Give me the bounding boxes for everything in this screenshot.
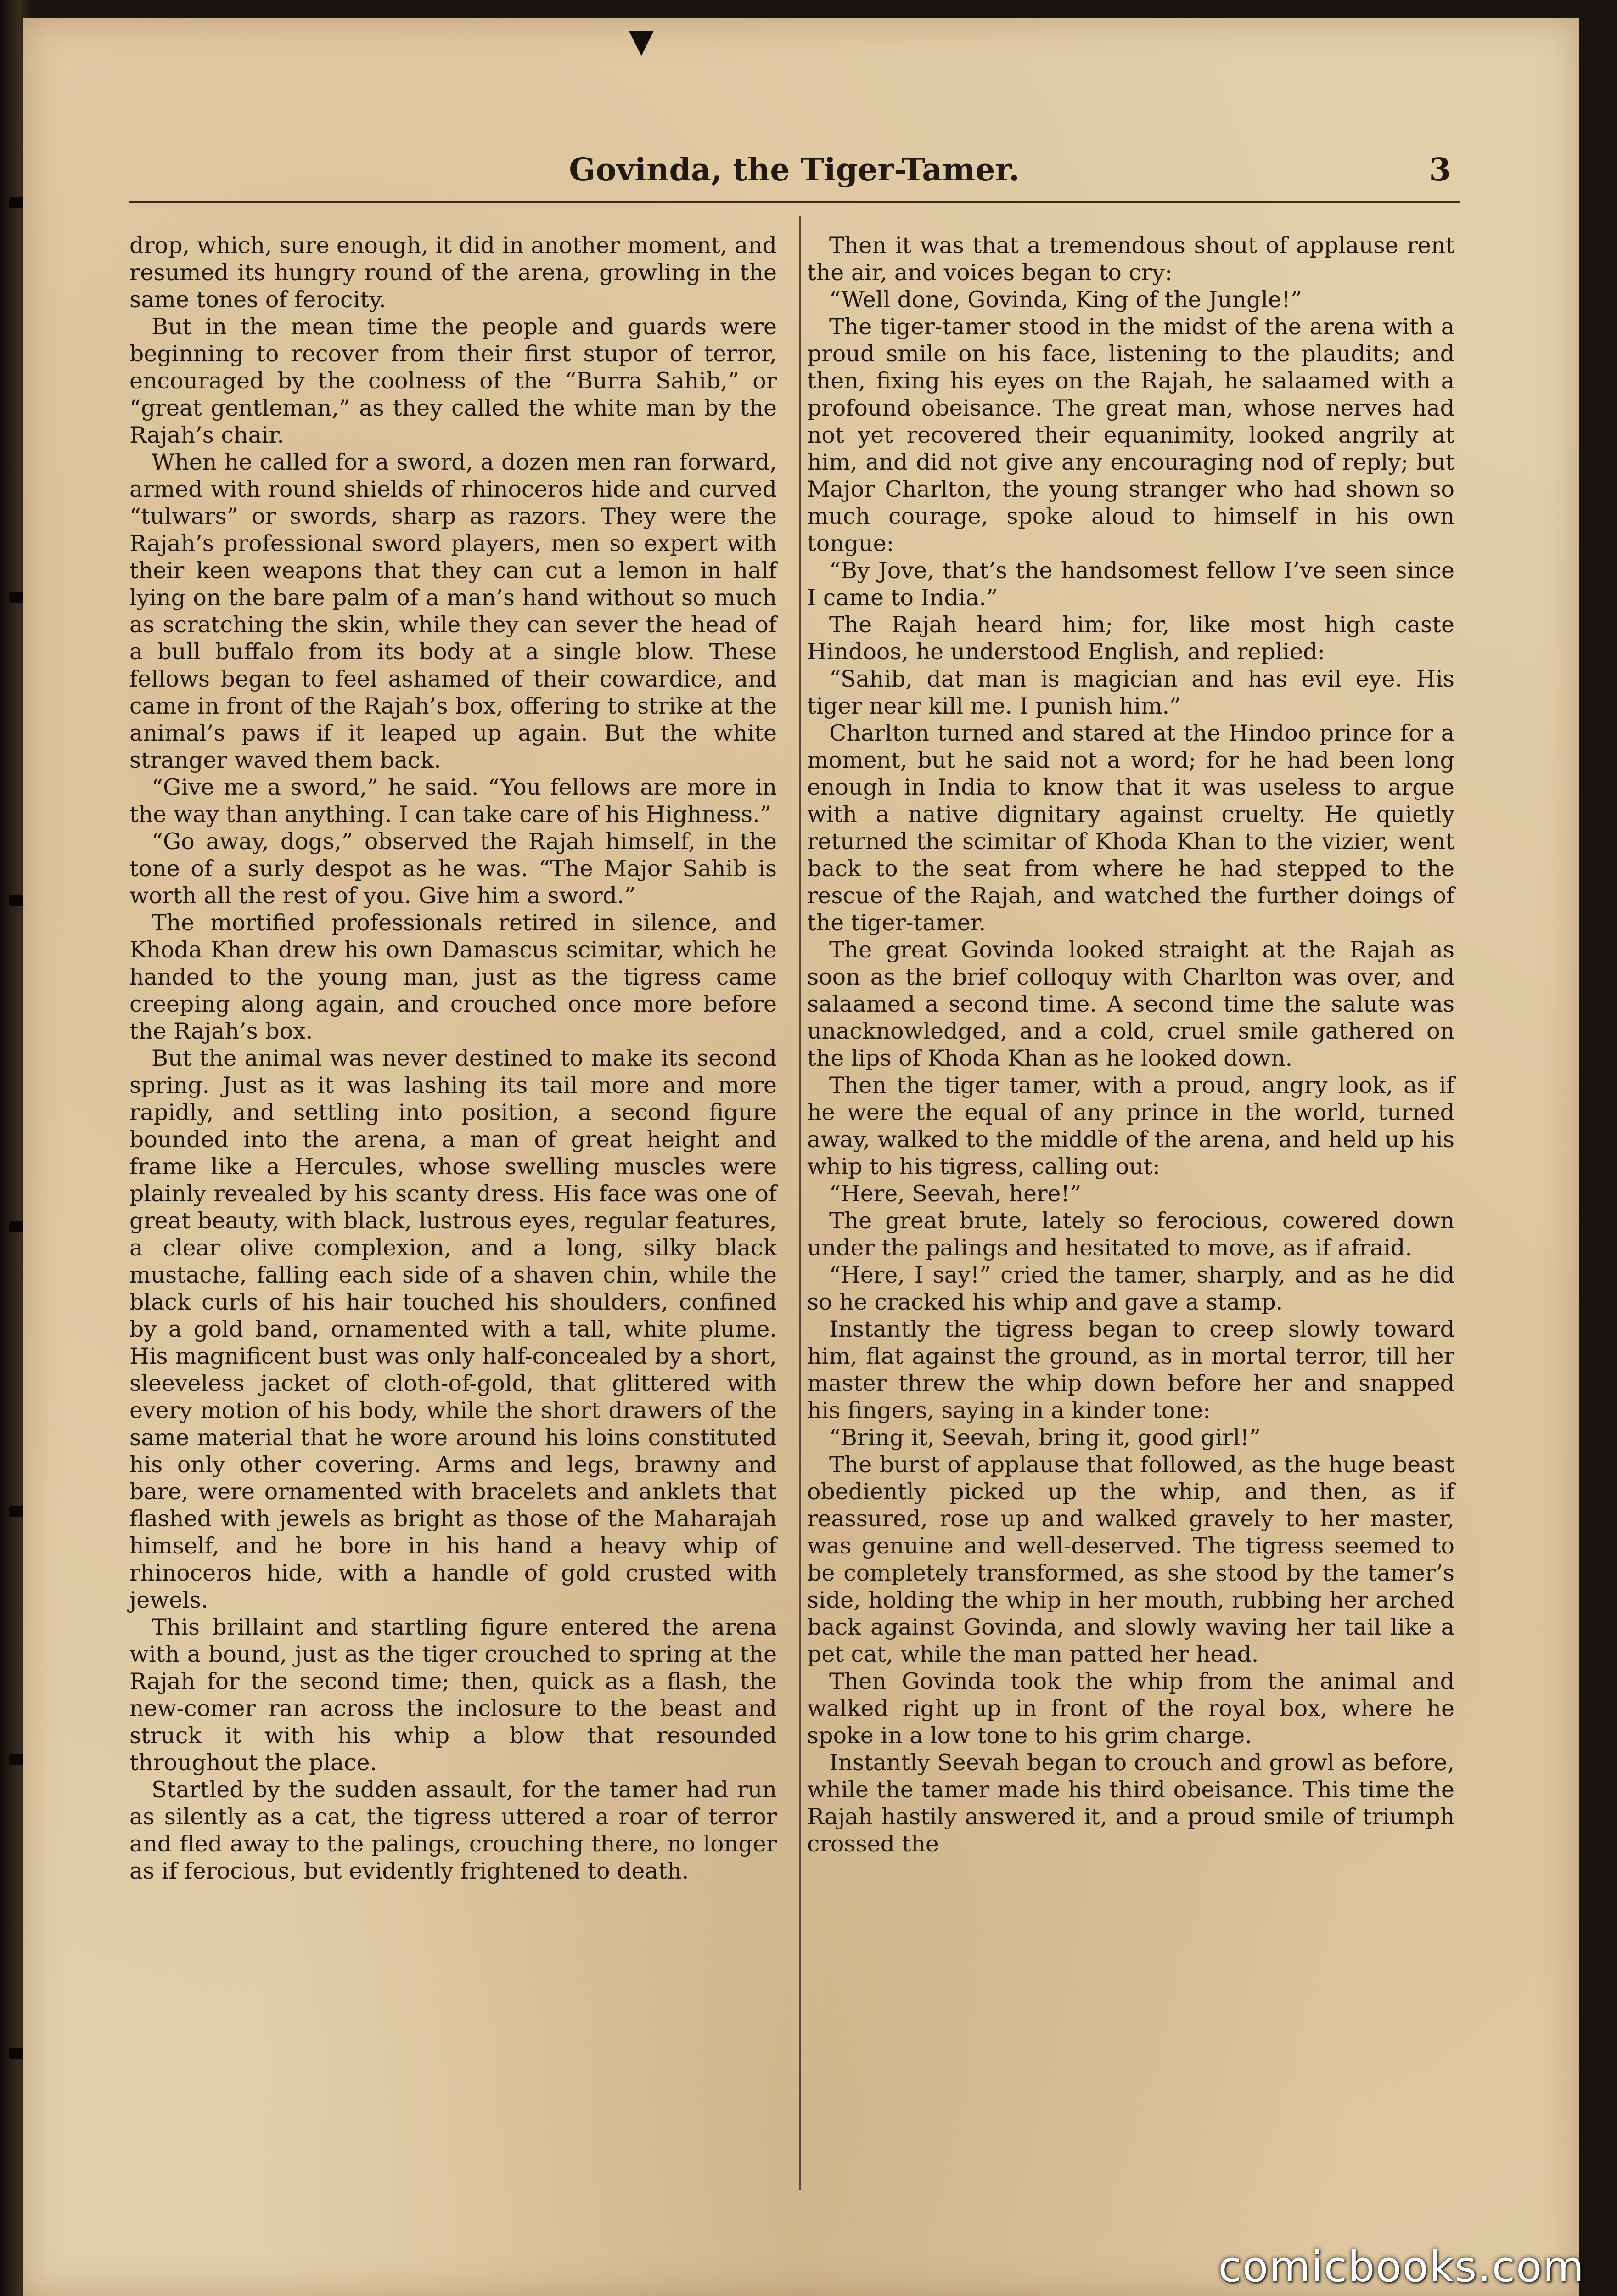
paragraph: The mortified professionals retired in silence, and Khoda Khan drew his own Damascus scimitar, which he handed to the young man, just as the tigress came creeping along again, and crouched once more before the Rajah’s box. — [129, 910, 777, 1044]
paragraph: This brillaint and startling figure entered the arena with a bound, just as the tiger crouched to spring at the Rajah for the second time; then, quick as a flash, the new-comer ran across the inclosure to the beast and struck it with his whip a blow that resounded throughout the place. — [129, 1614, 777, 1776]
paragraph: “Here, Seevah, here!” — [829, 1181, 1082, 1207]
paragraph: But the animal was never destined to make its second spring. Just as it was lashing its tail more and more rapidly, and settling into position, a second figure bounded into the arena, a man of great height and frame like a Hercules, whose swelling muscles were plainly revealed by his scanty dress. His face was one of great beauty, with black, lustrous eyes, regular features, a clear olive complexion, and a long, silky black mustache, falling each side of a shaven chin, while the black curls of his hair touched his shoulders, confined by a gold band, ornamented with a tall, white plume. His magnificent bust was only half-concealed by a short, sleeveless jacket of cloth-of-gold, that glittered with every motion of his body, while the short drawers of the same material that he wore around his loins constituted his only other covering. Arms and legs, brawny and bare, were ornamented with bracelets and anklets that flashed with jewels as bright as those of the Maharajah himself, and he bore in his hand a heavy whip of rhinoceros hide, with a handle of gold crusted with jewels. — [129, 1045, 777, 1613]
paragraph: The tiger-tamer stood in the midst of the arena with a proud smile on his face, listening to the plaudits; and then, fixing his eyes on the Rajah, he salaamed with a profound obeisance. The great man, whose nerves had not yet recovered their equanimity, looked angrily at him, and did not give any encouraging nod of reply; but Major Charlton, the young stranger who had shown so much courage, spoke aloud to himself in his own tongue: — [807, 314, 1454, 557]
paragraph: The Rajah heard him; for, like most high caste Hindoos, he understood English, and replied: — [807, 612, 1454, 665]
text-column-left — [129, 232, 777, 1885]
column-divider — [799, 216, 801, 2190]
paragraph: drop, which, sure enough, it did in another moment, and resumed its hungry round of the arena, growling in the same tones of ferocity. — [129, 232, 777, 313]
binding-stitch — [9, 592, 25, 603]
paragraph: “Here, I say!” cried the tamer, sharply, and as he did so he cracked his whip and gave a stamp. — [807, 1262, 1454, 1315]
paragraph: Instantly Seevah began to crouch and growl as before, while the tamer made his third obeisance. This time the Rajah hastily answered it, and a proud smile of triumph crossed the — [807, 1750, 1454, 1857]
paragraph: “By Jove, that’s the handsomest fellow I’ve seen since I came to India.” — [807, 557, 1454, 611]
paragraph: “Give me a sword,” he said. “You fellows are more in the way than anything. I can take care of his Highness.” — [129, 774, 777, 827]
binding-stitch — [9, 197, 25, 208]
paragraph: Instantly the tigress began to creep slowly toward him, flat against the ground, as in mortal terror, till her master threw the whip down before her and snapped his fingers, saying in a kinder tone: — [807, 1316, 1454, 1424]
paragraph: Startled by the sudden assault, for the tamer had run as silently as a cat, the tigress uttered a roar of terror and fled away to the palings, crouching there, no longer as if ferocious, but evidently frightened to death. — [129, 1777, 777, 1884]
paragraph: Charlton turned and stared at the Hindoo prince for a moment, but he said not a word; for he had been long enough in India to know that it was useless to argue with a native dignitary against cruelty. He quietly returned the scimitar of Khoda Khan to the vizier, went back to the seat from where he had stepped to the rescue of the Rajah, and watched the further doings of the tiger-tamer. — [807, 720, 1454, 936]
paragraph: But in the mean time the people and guards were beginning to recover from their first stupor of terror, encouraged by the coolness of the “Burra Sahib,” or “great gentleman,” as they called the white man by the Rajah’s chair. — [129, 314, 777, 448]
paragraph: When he called for a sword, a dozen men ran forward, armed with round shields of rhinoceros hide and curved “tulwars” or swords, sharp as razors. They were the Rajah’s professional sword players, men so expert with their keen weapons that they can cut a lemon in half lying on the bare palm of a man’s hand without so much as scratching the skin, while they can sever the head of a bull buffalo from its body at a single blow. These fellows began to feel ashamed of their cowardice, and came in front of the Rajah’s box, offering to strike at the animal’s paws if it leaped up again. But the white stranger waved them back. — [129, 449, 777, 773]
paragraph: Then it was that a tremendous shout of applause rent the air, and voices began to cry: — [807, 232, 1454, 286]
paragraph: “Go away, dogs,” observed the Rajah himself, in the tone of a surly despot as he was. “The Major Sahib is worth all the rest of you. Give him a sword.” — [129, 828, 777, 909]
paragraph: The burst of applause that followed, as the huge beast obediently picked up the whip, and then, as if reassured, rose up and walked gravely to her master, was genuine and well-deserved. The tigress seemed to be completely transformed, as she stood by the tamer’s side, holding the whip in her mouth, rubbing her arched back against Govinda, and slowly waving her tail like a pet cat, while the man patted her head. — [807, 1452, 1454, 1667]
paragraph: “Well done, Govinda, King of the Jungle!” — [829, 287, 1302, 313]
binding-stitch — [9, 1754, 25, 1765]
paragraph: Then Govinda took the whip from the animal and walked right up in front of the royal box, where he spoke in a low tone to his grim charge. — [807, 1668, 1454, 1749]
paragraph: “Bring it, Seevah, bring it, good girl!” — [829, 1424, 1261, 1451]
story-title: Govinda, the Tiger-Tamer. — [569, 152, 1020, 188]
binding-stitch — [9, 895, 25, 906]
running-header — [138, 152, 1451, 197]
text-column-right — [807, 232, 1454, 1857]
page-number: 3 — [1429, 152, 1451, 188]
binding-stitch — [9, 1506, 25, 1517]
binding-stitch — [9, 1221, 25, 1232]
paragraph: The great brute, lately so ferocious, cowered down under the palings and hesitated to move, as if afraid. — [807, 1208, 1454, 1261]
site-watermark: comicbooks.com — [1218, 2242, 1585, 2291]
paragraph: “Sahib, dat man is magician and has evil eye. His tiger near kill me. I punish him.” — [807, 666, 1454, 719]
binding-stitch — [9, 2048, 25, 2059]
paragraph: Then the tiger tamer, with a proud, angry look, as if he were the equal of any prince in the world, turned away, walked to the middle of the arena, and held up his whip to his tigress, calling out: — [807, 1072, 1454, 1180]
paragraph: The great Govinda looked straight at the Rajah as soon as the brief colloquy with Charlton was over, and salaamed a second time. A second time the salute was unacknowledged, and a cold, cruel smile gathered on the lips of Khoda Khan as he looked down. — [807, 937, 1454, 1071]
header-rule — [129, 201, 1460, 203]
top-edge-mark: ▼ — [629, 22, 654, 60]
